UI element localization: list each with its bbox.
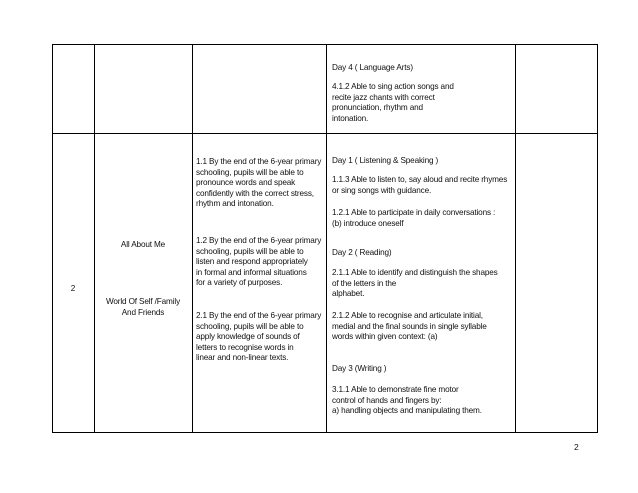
day1-heading: Day 1 ( Listening & Speaking ) [332,156,439,165]
day4-standard: 4.1.2 Able to sing action songs and recite jazz chants with correct pronunciation, rhythm and intonation. [332,82,454,123]
content-standard-2-1: 2.1 By the end of the 6-year primary schooling, pupils will be able to apply knowledge of sounds of letters to recognise words in linear and non-linear texts. [196,311,322,363]
content-standard-1-1: 1.1 By the end of the 6-year primary schooling, pupils will be able to pronounce words and speak confidently with the correct stress, rhythm and intonation. [196,157,322,209]
day1-standard-2: 1.2.1 Able to participate in daily conversations : (b) introduce oneself [332,208,496,228]
day1-standard-1: 1.1.3 Able to listen to, say aloud and recite rhymes or sing songs with guidance. [332,175,508,195]
content-standard-1-2: 1.2 By the end of the 6-year primary schooling, pupils will be able to listen and respond appropriately in formal and informal situations for a variety of purposes. [196,236,322,288]
col-border-learning [515,44,516,433]
col-border-left [52,44,53,433]
col-border-theme [192,44,193,433]
topic-label: World Of Self /Family And Friends [105,297,181,317]
week-number: 2 [70,284,76,293]
day2-heading: Day 2 ( Reading) [332,248,392,257]
day4-heading: Day 4 ( Language Arts) [332,63,413,72]
page-number: 2 [574,442,579,452]
theme-label: All About Me [120,240,166,249]
col-border-right [597,44,598,433]
day3-heading: Day 3 (Writing ) [332,364,387,373]
day2-standard-2: 2.1.2 Able to recognise and articulate initial, medial and the final sounds in single syllable words within given context: (a) [332,311,487,342]
col-border-content [326,44,327,433]
day3-standard-1: 3.1.1 Able to demonstrate fine motor control of hands and fingers by: a) handling objects and manipulating them. [332,385,482,416]
day2-standard-1: 2.1.1 Able to identify and distinguish the shapes of the letters in the alphabet. [332,268,498,299]
col-border-week [94,44,95,433]
